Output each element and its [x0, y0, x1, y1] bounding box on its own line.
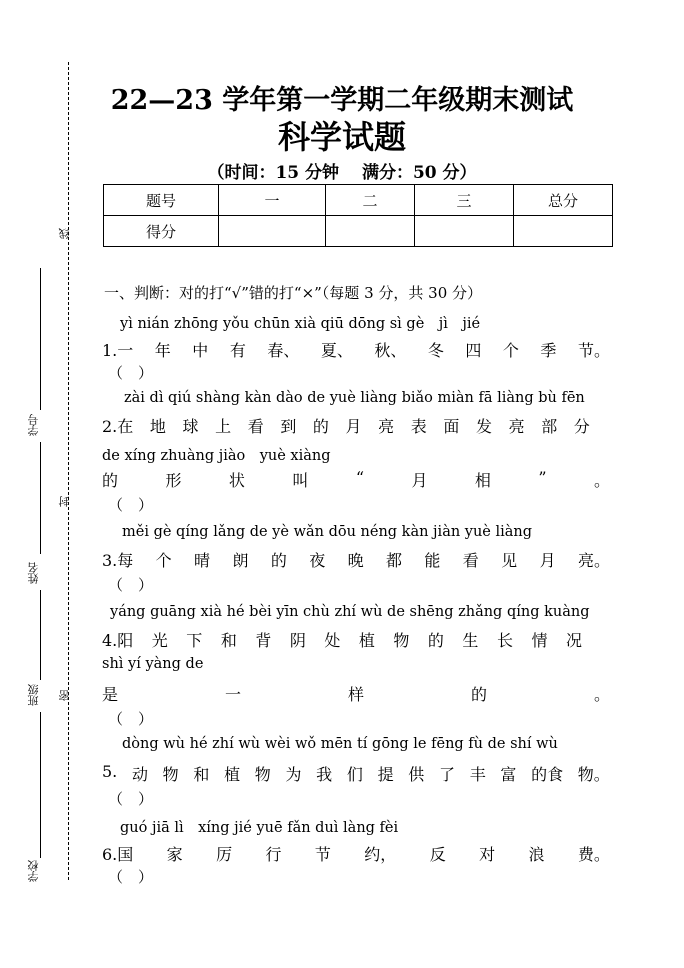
question-char: 表 [410, 417, 427, 436]
question-char: 部 [541, 417, 558, 436]
question-char: 夜 [309, 551, 326, 570]
question-char: 家 [166, 845, 183, 864]
score-cell[interactable] [415, 216, 514, 247]
table-header-cell: 三 [415, 185, 514, 216]
question-char: 形 [165, 471, 182, 490]
question-char: “ [355, 468, 364, 487]
question-char: 叫 [292, 471, 309, 490]
question-char: 看 [247, 417, 264, 436]
question-5 [102, 762, 610, 785]
answer-blank[interactable]: （ ） [108, 364, 154, 382]
question-char: 植 [224, 765, 241, 784]
question-char: 提 [377, 765, 394, 784]
question-char: 行 [265, 845, 282, 864]
question-char: 和 [220, 631, 237, 650]
question-char: 和 [193, 765, 210, 784]
answer-blank[interactable]: （ ） [108, 496, 154, 514]
question-char: 生 [462, 631, 479, 650]
question-char: 一 [224, 685, 241, 704]
score-table [103, 184, 613, 247]
blank-line [40, 268, 41, 410]
table-header-row [104, 185, 613, 216]
question-char: 们 [346, 765, 363, 784]
question-2-continued [102, 468, 610, 491]
score-cell[interactable] [514, 216, 613, 247]
answer-blank[interactable]: （ ） [108, 710, 154, 728]
question-char: 物 [162, 765, 179, 784]
question-char: 情 [531, 631, 548, 650]
question-char: 3.每 [102, 551, 134, 570]
question-char: 见 [501, 551, 518, 570]
score-cell[interactable] [326, 216, 415, 247]
question-char: 阴 [289, 631, 306, 650]
question-char: 晴 [194, 551, 211, 570]
question-6 [102, 842, 610, 865]
question-char: 秋、 [374, 341, 407, 360]
question-char: 都 [386, 551, 403, 570]
question-char: 相 [474, 471, 491, 490]
question-char: 的食 [531, 765, 564, 784]
pinyin-line: zài dì qiú shàng kàn dào de yuè liàng biǎo miàn fā liàng bù fēn [124, 390, 585, 406]
question-char: 况 [565, 631, 582, 650]
question-char: 有 [229, 341, 246, 360]
question-char: 物。 [577, 765, 610, 784]
question-char: 个 [155, 551, 172, 570]
question-char: 供 [408, 765, 425, 784]
question-4 [102, 628, 582, 651]
pinyin-line: měi gè qíng lǎng de yè wǎn dōu néng kàn jiàn yuè liàng [122, 524, 533, 540]
answer-blank[interactable]: （ ） [108, 868, 154, 886]
question-char: 我 [316, 765, 333, 784]
question-char: ” [538, 468, 547, 487]
question-char: 亮 [508, 417, 525, 436]
question-char: 富 [500, 765, 517, 784]
subject-title: 科学试题 [277, 118, 406, 156]
question-char: 约， [364, 845, 397, 864]
question-char: 亮 [378, 417, 395, 436]
question-char: 发 [475, 417, 492, 436]
question-char: 4.阳 [102, 631, 134, 650]
pinyin-line: dòng wù hé zhí wù wèi wǒ mēn tí gōng le fēng fù de shí wù [122, 736, 558, 752]
question-char: 中 [192, 341, 209, 360]
answer-blank[interactable]: （ ） [108, 790, 154, 808]
question-char: 的 [270, 551, 287, 570]
question-char: 费。 [577, 845, 610, 864]
question-char: 月 [539, 551, 556, 570]
question-4-continued [102, 682, 610, 705]
question-char: 厉 [216, 845, 233, 864]
blank-line [40, 590, 41, 680]
table-header-cell: 一 [219, 185, 326, 216]
question-char: 四 [465, 341, 482, 360]
question-char: 的 [470, 685, 487, 704]
question-char: 下 [186, 631, 203, 650]
question-char: 亮。 [577, 551, 610, 570]
question-char: 的 [427, 631, 444, 650]
blank-line [40, 442, 41, 554]
table-header-cell: 题号 [104, 185, 219, 216]
field-label-student-id: 学号 [27, 414, 40, 436]
question-char: 背 [255, 631, 272, 650]
question-char: 的 [312, 417, 329, 436]
question-char: 处 [324, 631, 341, 650]
question-char: 月 [345, 417, 362, 436]
question-char: 到 [280, 417, 297, 436]
question-char: 5. [102, 762, 118, 781]
question-char: 植 [358, 631, 375, 650]
question-char: 冬 [427, 341, 444, 360]
pinyin-line: de xíng zhuàng jiào yuè xiàng [102, 448, 331, 464]
question-2 [102, 414, 590, 437]
pinyin-line: yì nián zhōng yǒu chūn xià qiū dōng sì gè jì jié [120, 316, 481, 332]
question-char: 个 [502, 341, 519, 360]
exam-info: （时间：15 分钟 满分：50 分） [207, 163, 477, 183]
question-char: 看 [462, 551, 479, 570]
answer-blank[interactable]: （ ） [108, 576, 154, 594]
question-char: 分 [573, 417, 590, 436]
question-char: 2.在 [102, 417, 134, 436]
score-cell[interactable] [219, 216, 326, 247]
field-label-school: 学校 [27, 860, 40, 882]
question-char: 了 [438, 765, 455, 784]
question-char: 。 [593, 685, 610, 704]
seal-mark: 线 [58, 228, 71, 239]
question-char: 朗 [232, 551, 249, 570]
question-char: 1.一 [102, 341, 134, 360]
question-char: 丰 [469, 765, 486, 784]
table-row-label: 得分 [104, 216, 219, 247]
question-char: 上 [215, 417, 232, 436]
question-char: 月 [411, 471, 428, 490]
question-char: 对 [479, 845, 496, 864]
table-header-cell: 总分 [514, 185, 613, 216]
question-char: 能 [424, 551, 441, 570]
binding-dashed-line [68, 62, 69, 880]
exam-title: 22—23 学年第一学期二年级期末测试 [110, 85, 574, 116]
question-char: 球 [182, 417, 199, 436]
pinyin-line: yáng guāng xià hé bèi yīn chù zhí wù de shēng zhǎng qíng kuàng [110, 604, 590, 620]
question-char: 的 [102, 471, 119, 490]
field-label-name: 姓名 [27, 562, 40, 584]
question-char: 样 [347, 685, 364, 704]
question-char: 状 [228, 471, 245, 490]
question-char: 光 [151, 631, 168, 650]
question-char: 动 [131, 765, 148, 784]
question-char: 面 [443, 417, 460, 436]
question-char: 节。 [577, 341, 610, 360]
field-label-class: 班级 [27, 684, 40, 706]
pinyin-line: shì yí yàng de [102, 656, 204, 672]
question-char: 反 [429, 845, 446, 864]
question-char: 年 [154, 341, 171, 360]
question-char: 晚 [347, 551, 364, 570]
blank-line [40, 712, 41, 858]
question-char: 节 [314, 845, 331, 864]
section-heading: 一、判断：对的打“√”错的打“×”（每题 3 分，共 30 分） [104, 284, 483, 302]
seal-mark: 密 [58, 690, 71, 701]
question-char: 春、 [267, 341, 300, 360]
question-char: 6.国 [102, 845, 134, 864]
question-3 [102, 548, 610, 571]
question-char: 长 [496, 631, 513, 650]
question-char: 夏、 [320, 341, 353, 360]
question-char: 是 [102, 685, 119, 704]
seal-mark: 封 [58, 496, 71, 507]
question-char: 为 [285, 765, 302, 784]
question-char: 。 [593, 471, 610, 490]
question-char: 浪 [528, 845, 545, 864]
pinyin-line: guó jiā lì xíng jié yuē fǎn duì làng fèi [120, 820, 399, 836]
question-char: 地 [149, 417, 166, 436]
table-header-cell: 二 [326, 185, 415, 216]
question-1 [102, 338, 610, 361]
question-char: 物 [393, 631, 410, 650]
table-row [104, 216, 613, 247]
question-char: 季 [540, 341, 557, 360]
question-char: 物 [254, 765, 271, 784]
